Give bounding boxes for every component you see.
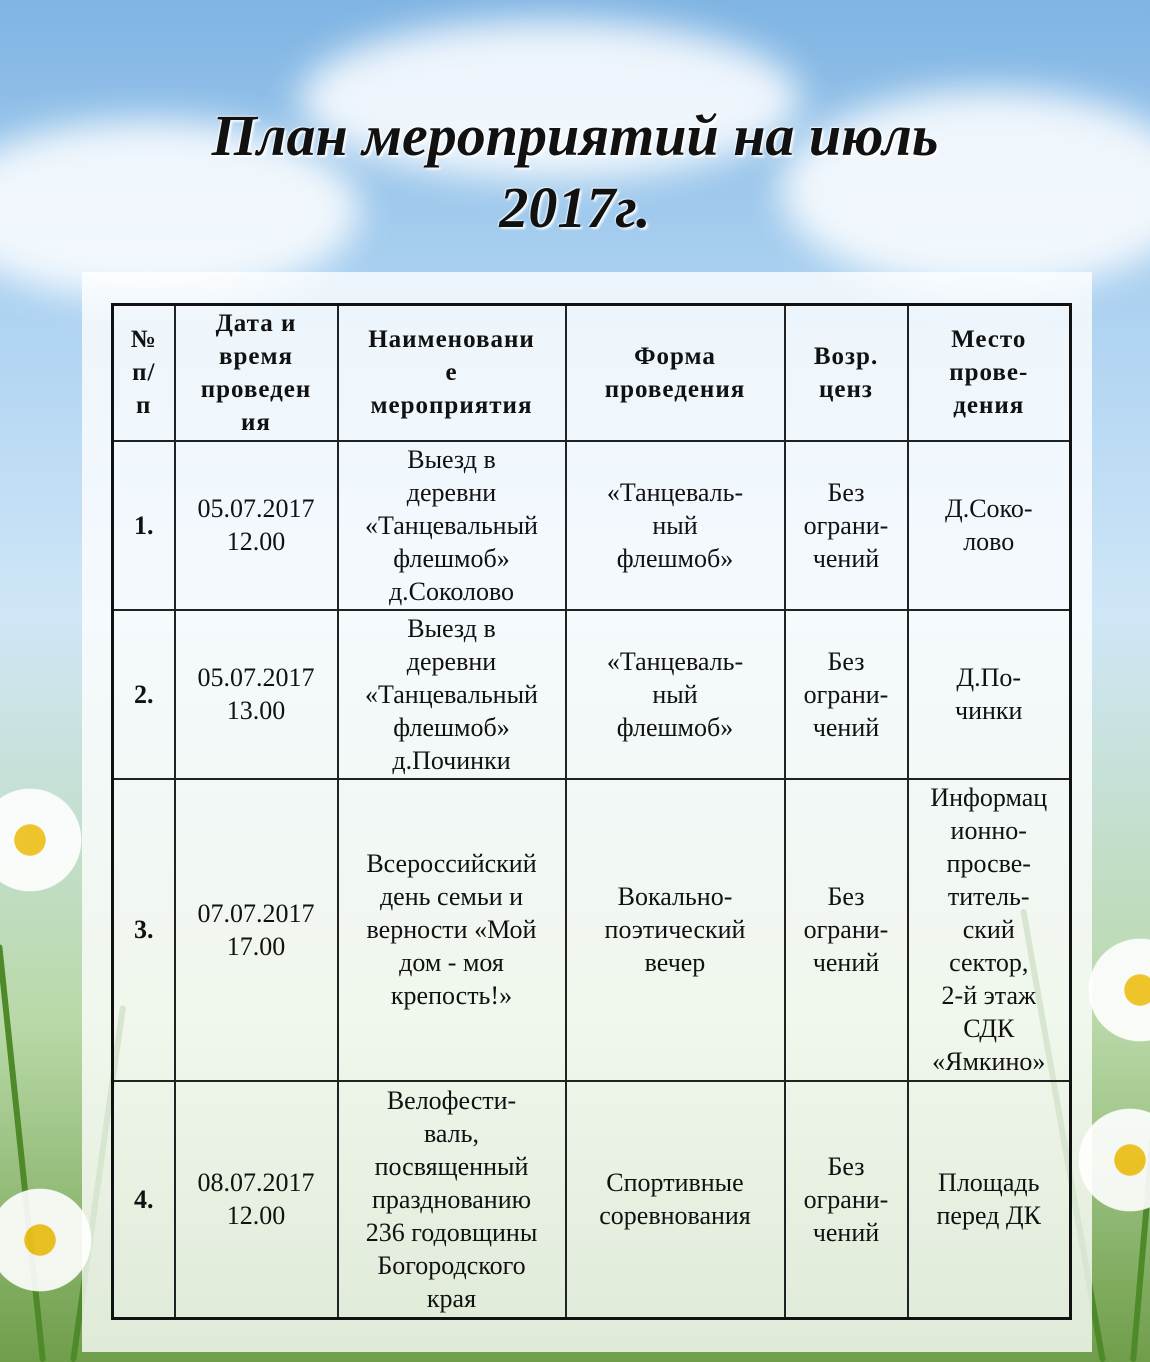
header-form: Форма проведения xyxy=(566,305,785,441)
row-date: 07.07.2017 17.00 xyxy=(175,779,338,1081)
table-header-row xyxy=(113,305,1071,441)
row-form: Вокально- поэтический вечер xyxy=(566,779,785,1081)
row-date: 05.07.2017 13.00 xyxy=(175,610,338,779)
header-place: Место прове- дения xyxy=(908,305,1071,441)
table-row xyxy=(113,1081,1071,1319)
table-row xyxy=(113,441,1071,610)
title-line-2: 2017г. xyxy=(499,175,651,240)
row-place: Д.По- чинки xyxy=(908,610,1071,779)
row-name: Выезд в деревни «Танцевальный флешмоб» д.Соколово xyxy=(338,441,566,610)
header-date: Дата и время проведен ия xyxy=(175,305,338,441)
row-name: Всероссийский день семьи и верности «Мой дом - моя крепость!» xyxy=(338,779,566,1081)
row-age: Без ограни- чений xyxy=(785,610,908,779)
row-name: Выезд в деревни «Танцевальный флешмоб» д.Починки xyxy=(338,610,566,779)
row-date: 05.07.2017 12.00 xyxy=(175,441,338,610)
table-row xyxy=(113,610,1071,779)
row-num: 3. xyxy=(113,779,175,1081)
row-age: Без ограни- чений xyxy=(785,1081,908,1319)
row-age: Без ограни- чений xyxy=(785,779,908,1081)
row-place: Информац ионно- просве- титель- ский сектор, 2-й этаж СДК «Ямкино» xyxy=(908,779,1071,1081)
title-line-1: План мероприятий на июль xyxy=(211,103,939,168)
row-form: «Танцеваль- ный флешмоб» xyxy=(566,441,785,610)
row-form: Спортивные соревнования xyxy=(566,1081,785,1319)
row-num: 2. xyxy=(113,610,175,779)
header-age: Возр. ценз xyxy=(785,305,908,441)
page-title xyxy=(0,100,1150,244)
row-form: «Танцеваль- ный флешмоб» xyxy=(566,610,785,779)
row-place: Д.Соко- лово xyxy=(908,441,1071,610)
row-date: 08.07.2017 12.00 xyxy=(175,1081,338,1319)
row-num: 1. xyxy=(113,441,175,610)
row-name: Велофести- валь, посвященный празднованию 236 годовщины Богородского края xyxy=(338,1081,566,1319)
row-age: Без ограни- чений xyxy=(785,441,908,610)
table-row xyxy=(113,779,1071,1081)
header-name: Наименовани е мероприятия xyxy=(338,305,566,441)
header-num: № п/ п xyxy=(113,305,175,441)
row-num: 4. xyxy=(113,1081,175,1319)
events-table xyxy=(111,303,1072,1320)
row-place: Площадь перед ДК xyxy=(908,1081,1071,1319)
